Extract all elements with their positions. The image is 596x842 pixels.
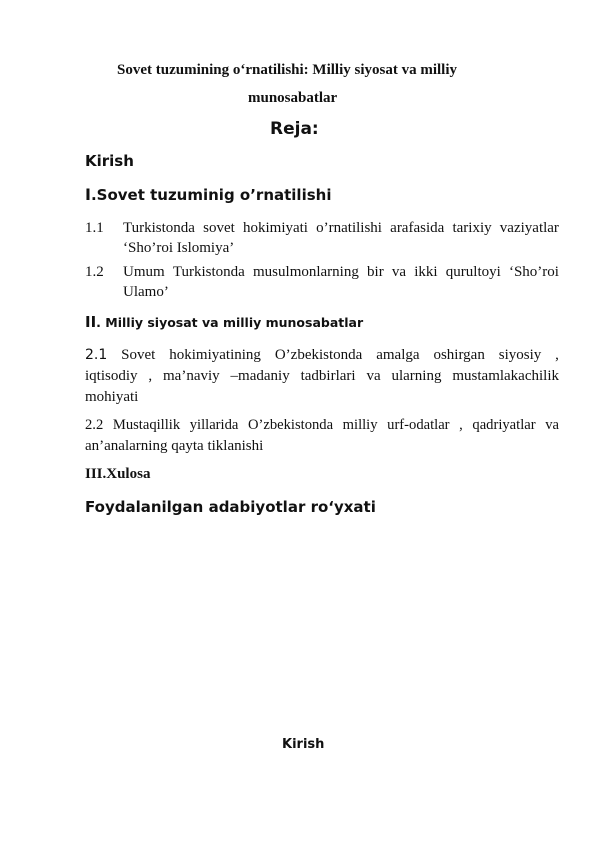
section-1-roman: I	[85, 185, 91, 204]
outline-item-1-1	[85, 218, 559, 258]
outline-item-number: 1.2	[85, 264, 104, 280]
word: mustamlakachilik	[452, 368, 559, 384]
document-title-line-2: munosabatlar	[248, 90, 338, 106]
word: vaziyatlar	[499, 220, 559, 236]
word: Turkistonda	[172, 264, 245, 280]
item-number: 2.2	[85, 417, 104, 433]
word: tarixiy	[452, 220, 492, 236]
references-heading: Foydalanilgan adabiyotlar ro‘yxati	[85, 498, 376, 516]
word: ,	[148, 368, 153, 384]
outline-item-2-2	[85, 415, 559, 457]
word: ma’naviy	[163, 368, 220, 384]
document-title-line-1: Sovet tuzumining o‘rnatilishi: Milliy siyosat va milliy	[117, 62, 458, 78]
word: ‘Sho’roi	[508, 264, 559, 280]
word: musulmonlarning	[253, 264, 359, 280]
word: va	[391, 264, 407, 280]
paragraph-line-1	[85, 345, 559, 366]
section-1-heading	[85, 186, 331, 204]
word: ,	[459, 417, 463, 433]
paragraph-line-3: mohiyati	[85, 389, 139, 405]
word: va	[545, 417, 559, 433]
paragraph-line-2	[85, 366, 559, 387]
outline-item-1-2	[85, 262, 559, 302]
item-number: 2.1	[85, 347, 108, 363]
intro-heading: Kirish	[85, 152, 134, 170]
outline-item-line-1	[123, 218, 559, 238]
word: O’zbekistonda	[274, 347, 363, 363]
word: Sovet	[121, 347, 156, 363]
word: qadriyatlar	[472, 417, 536, 433]
section-2-title: . Milliy siyosat va milliy munosabatlar	[96, 315, 364, 330]
word: amalga	[376, 347, 420, 363]
word: milliy	[342, 417, 378, 433]
word: tadbirlari	[300, 368, 356, 384]
word: Mustaqillik	[112, 417, 181, 433]
word: ikki	[414, 264, 438, 280]
word: va	[366, 368, 381, 384]
paragraph-line-1	[85, 415, 559, 436]
word: hokimiyati	[242, 220, 308, 236]
outline-item-2-1	[85, 345, 559, 408]
word: yillarida	[189, 417, 239, 433]
word: qurultoyi	[445, 264, 501, 280]
word: hokimiyatining	[169, 347, 261, 363]
section-2-roman: II	[85, 313, 97, 331]
outline-item-line-2: Ulamo’	[123, 284, 169, 300]
conclusion-heading: III.Xulosa	[85, 466, 151, 482]
word: Turkistonda	[123, 220, 195, 236]
word: urf-odatlar	[387, 417, 450, 433]
outline-item-line-1	[123, 262, 559, 282]
word: sovet	[203, 220, 235, 236]
paragraph-line-2: an’analarning qayta tiklanishi	[85, 438, 264, 454]
section-2-heading	[85, 314, 363, 331]
word: –madaniy	[230, 368, 290, 384]
outline-item-number: 1.1	[85, 220, 104, 236]
word: arafasida	[390, 220, 445, 236]
word: bir	[367, 264, 384, 280]
plan-heading: Reja:	[270, 119, 319, 139]
word: ,	[555, 347, 559, 363]
word: O’zbekistonda	[247, 417, 334, 433]
section-1-title: .Sovet tuzuminig o’rnatilishi	[90, 186, 332, 204]
word: siyosiy	[498, 347, 542, 363]
next-section-heading: Kirish	[282, 737, 325, 752]
word: iqtisodiy	[85, 368, 138, 384]
word: ularning	[391, 368, 442, 384]
word: o’rnatilishi	[316, 220, 382, 236]
word: oshirgan	[433, 347, 485, 363]
outline-item-line-2: ‘Sho’roi Islomiya’	[123, 240, 235, 256]
word: Umum	[123, 264, 165, 280]
